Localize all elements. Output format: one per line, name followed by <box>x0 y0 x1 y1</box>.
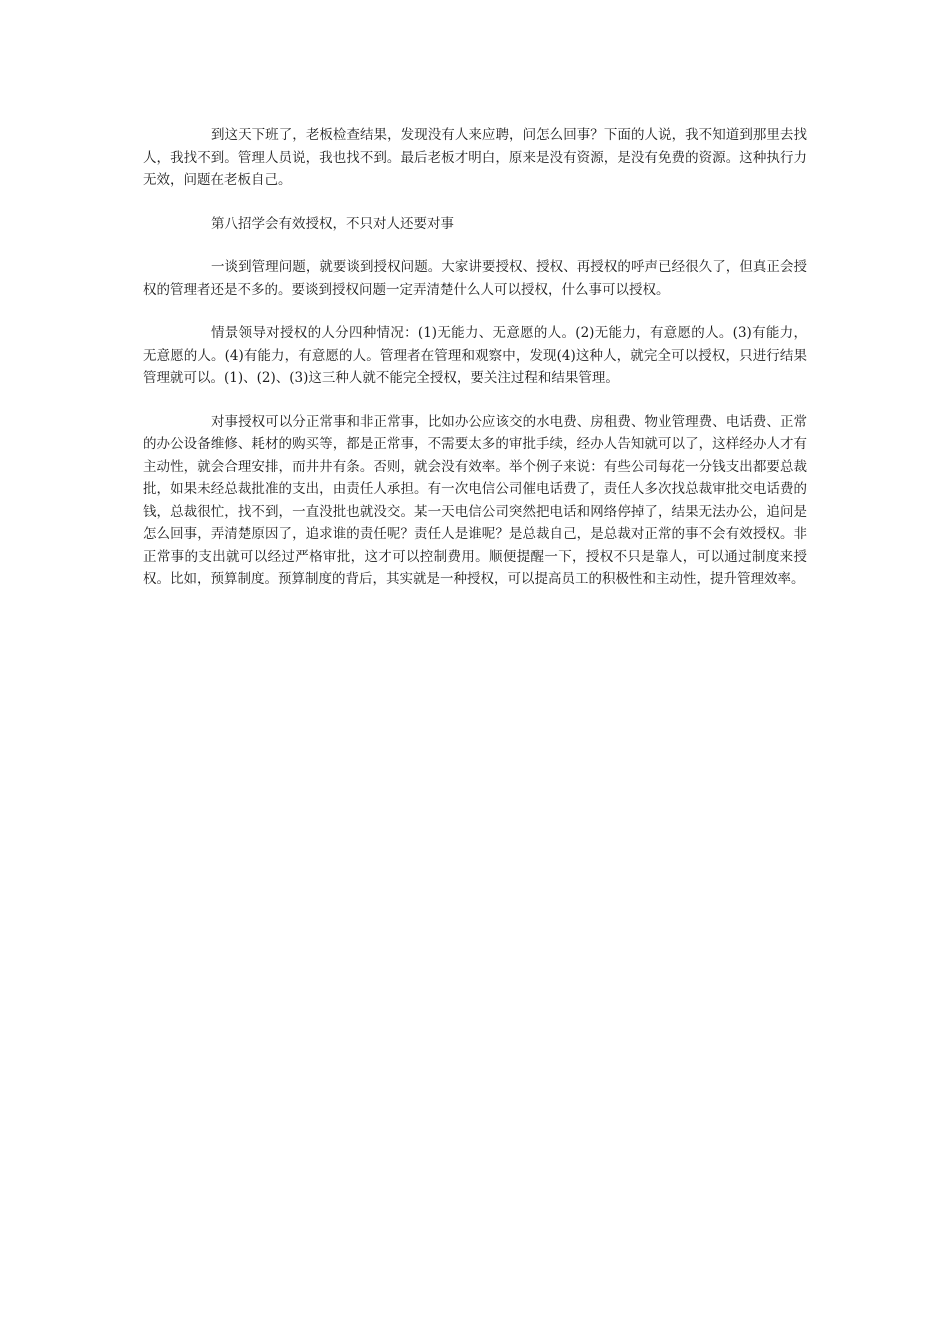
document-body <box>143 124 807 612</box>
paragraph-task-authorization: 对事授权可以分正常事和非正常事，比如办公应该交的水电费、房租费、物业管理费、电话费、正常的办公设备维修、耗材的购买等，都是正常事，不需要太多的审批手续，经办人告知就可以了，这样经办人才有主动性，就会合理安排，而井井有条。否则，就会没有效率。举个例子来说：有些公司每花一分钱支出都要总裁批，如果未经总裁批准的支出，由责任人承担。有一次电信公司催电话费了，责任人多次找总裁审批交电话费的钱，总裁很忙，找不到，一直没批也就没交。某一天电信公司突然把电话和网络停掉了，结果无法办公，追问是怎么回事，弄清楚原因了，追求谁的责任呢？责任人是谁呢？是总裁自己，是总裁对正常的事不会有效授权。非正常事的支出就可以经过严格审批，这才可以控制费用。顺便提醒一下，授权不只是靠人，可以通过制度来授权。比如，预算制度。预算制度的背后，其实就是一种授权，可以提高员工的积极性和主动性，提升管理效率。 <box>143 413 807 587</box>
paragraph-situational-leadership: 情景领导对授权的人分四种情况：(1)无能力、无意愿的人。(2)无能力，有意愿的人。(3)有能力，无意愿的人。(4)有能力，有意愿的人。管理者在管理和观察中，发现(4)这种人，就完全可以授权，只进行结果管理就可以。(1)、(2)、(3)这三种人就不能完全授权，要关注过程和结果管理。 <box>143 325 807 386</box>
section-heading-authorization: 第八招学会有效授权，不只对人还要对事 <box>211 215 454 232</box>
paragraph-authorization-intro: 一谈到管理问题，就要谈到授权问题。大家讲要授权、授权、再授权的呼声已经很久了，但真正会授权的管理者还是不多的。要谈到授权问题一定弄清楚什么人可以授权，什么事可以授权。 <box>143 259 807 298</box>
paragraph-boss-resources: 到这天下班了，老板检查结果，发现没有人来应聘，问怎么回事？下面的人说，我不知道到那里去找人，我找不到。管理人员说，我也找不到。最后老板才明白，原来是没有资源，是没有免费的资源。这种执行力无效，问题在老板自己。 <box>143 127 807 188</box>
